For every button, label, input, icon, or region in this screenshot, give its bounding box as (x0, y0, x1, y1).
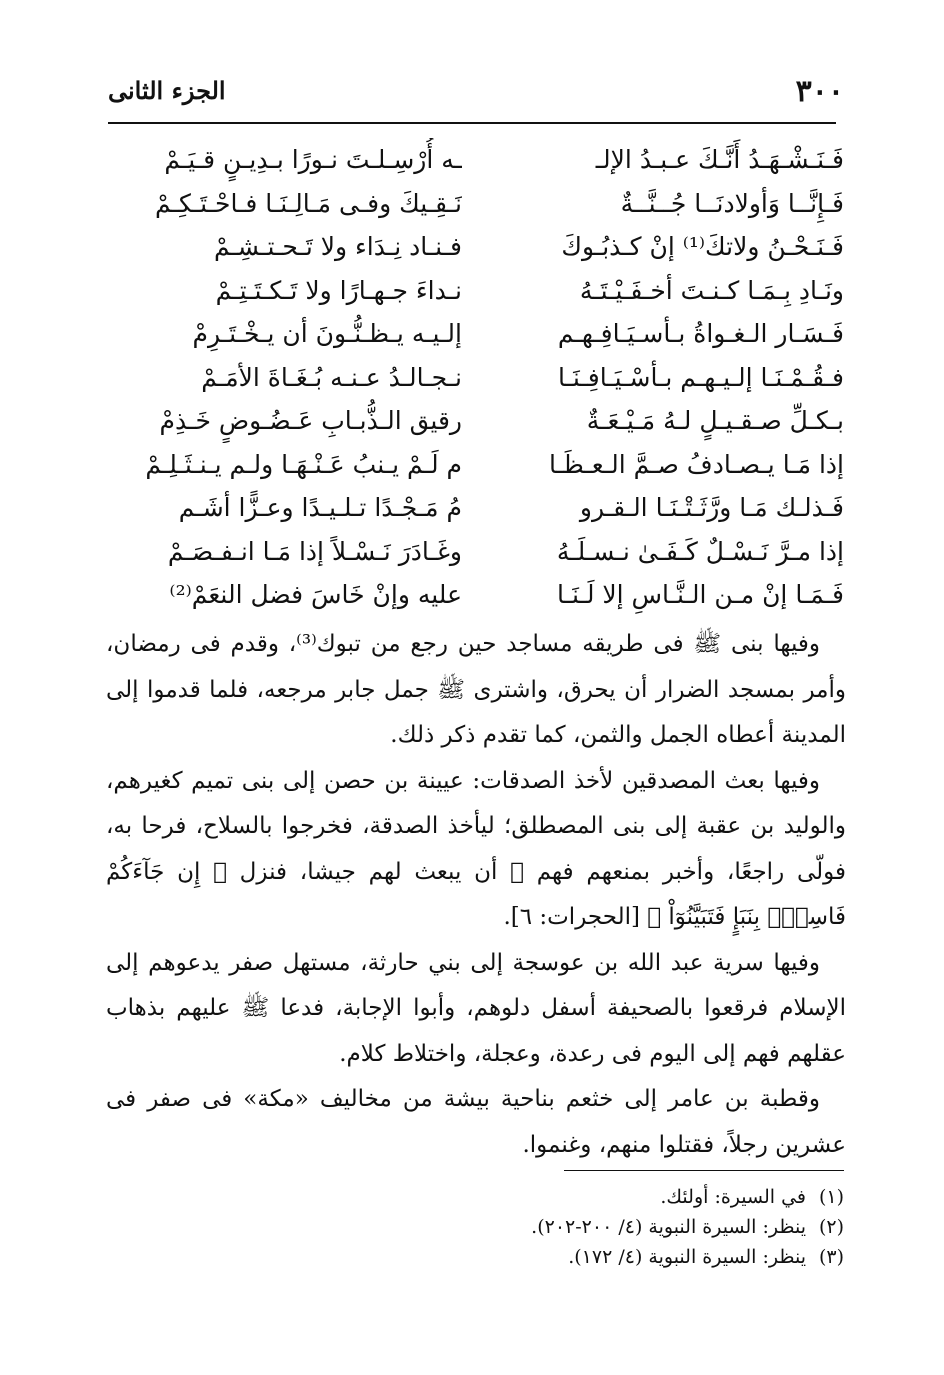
verse-first-hemistich: فَـمَـا إنْ مـن الـنَّـاسِ إلا لَـنَـا (557, 580, 844, 609)
poem-verse (108, 573, 844, 617)
verse-first-hemistich: إذا مَـا يـصـادفُ صـمَّ الـعـظَـا (548, 449, 844, 479)
poem-verse (108, 225, 844, 269)
poem-verse (108, 530, 844, 574)
paragraph: وفيها سرية عبد الله بن عوسجة إلى بني حارثة، مستهل صفر يدعوهم إلى الإسلام فرقعوا بالصحيفة أسفل دلوهم، وأبوا الإجابة، فدعا ﷺ عليهم بذهاب عقلهم فهم إلى اليوم فى رعدة، وعجلة، واختلاط كلام. (106, 949, 846, 1067)
poem-verse (108, 269, 844, 313)
footnote-number: (٣) (818, 1246, 844, 1268)
footnote-text: ينظر: السيرة النبوية (٤/ ٢٠٠-٢٠٢). (531, 1216, 806, 1238)
verse-second-hemistich: فـنـاد نِـدَاء ولا تَـحـتـشِـمْ (213, 232, 462, 261)
poem-verse (108, 182, 844, 226)
verse-first-hemistich: فَـنَـحْـنُ ولاتكَ⁽¹⁾ إنْ كـذبُـوكَ (561, 232, 844, 261)
paragraph: وفيها بعث المصدقين لأخذ الصدقات: عيينة بن حصن إلى بنى تميم كغيرهم، والوليد بن عقبة إلى بنى المصطلق؛ ليأخذ الصدقة، فخرجوا بالسلاح، فرحا به، فولّى راجعًا، وأخبر بمنعهم فهم ﷺ أن يبعث لهم جيشا، فنزل ﴿ إِن جَآءَكُمْ فَاسِقُۢ بِنَبَإٍ فَتَبَيَّنُوٓاْ ﴾ [الحجرات: ٦]. (106, 767, 846, 930)
page-header (108, 74, 844, 116)
verse-first-hemistich: فَـإِنَّــا وَأولادنَــا جُــنَّــةٌ (620, 188, 844, 218)
footnote (300, 1242, 844, 1272)
verse-first-hemistich: فَـسَـار الـغـواةُ بـأسـيَـافِـهـم (557, 319, 844, 348)
verse-second-hemistich: وغَـادَرَ نَـسْـلاً إذا مَـا انـفـصَـمْ (167, 536, 462, 566)
footnote-text: ينظر: السيرة النبوية (٤/ ١٧٢). (568, 1246, 806, 1268)
poem-verse (108, 356, 844, 400)
verse-first-hemistich: إذا مـرَّ نَـسْـلٌ كَـفَـىٰ نـسـلَـهُ (556, 536, 844, 566)
footnotes (300, 1182, 844, 1272)
paragraph: وقطبة بن عامر إلى خثعم بناحية بيشة من مخاليف «مكة» فى صفر فى عشرين رجلاً، فقتلوا منهم، وغنموا. (106, 1086, 846, 1158)
verse-second-hemistich: م لَـمْ يـنبُ عَـنْـهَـا ولـم يـنـثَـلِـمْ (145, 449, 462, 479)
page-number: ٣٠٠ (795, 74, 844, 109)
body-text (106, 622, 846, 1168)
verse-first-hemistich: بـكـلِّ صـقـيـلٍ لـهُ مَـيْـعَـةٌ (586, 406, 844, 435)
footnote (300, 1182, 844, 1212)
verse-second-hemistich: نـجـالـدُ عـنـه بُـغَـاةَ الأمَـمْ (201, 362, 462, 392)
poem-verse (108, 312, 844, 356)
poem (108, 138, 844, 617)
verse-first-hemistich: فَـنَـشْـهَـدُ أَنَّـكَ عـبـدُ الإلـ (595, 145, 844, 174)
verse-second-hemistich: نَـقِـيكَ وفـى مَـالِـنَـا فـاحْـتَـكِـمْ (155, 188, 462, 218)
verse-second-hemistich: إلـيـه يـظـنُّـونَ أن يـخْـتَـرِمْ (192, 319, 462, 348)
poem-verse (108, 399, 844, 443)
poem-verse (108, 486, 844, 530)
poem-verse (108, 443, 844, 487)
verse-second-hemistich: عليه وإنْ خَاسَ فضل النعَمْ⁽²⁾ (169, 580, 462, 609)
verse-first-hemistich: فـقُـمْـنَـا إلـيـهـم بـأسْـيَـافِـنَـا (557, 362, 844, 392)
verse-second-hemistich: مُ مَـجْـدًا تـلـيـدًا وعـزًّا أشَـم (178, 493, 462, 522)
footnote-number: (٢) (818, 1216, 844, 1238)
footnote-number: (١) (818, 1186, 844, 1208)
verse-first-hemistich: ونَـادِ بِـمَـا كـنـتَ أخـفَـيْـتَـهُ (579, 275, 844, 305)
header-rule (108, 122, 836, 124)
poem-verse (108, 138, 844, 182)
verse-first-hemistich: فَـذلـك مَـا ورَّثَـتْـنَـا الـقـرو (579, 493, 844, 522)
paragraph: وفيها بنى ﷺ فى طريقه مساجد حين رجع من تبوك⁽³⁾، وقدم فى رمضان، وأمر بمسجد الضرار أن يحرق، واشترى ﷺ جمل جابر مرجعه، فلما قدموا إلى المدينة أعطاه الجمل والثمن، كما تقدم ذكر ذلك. (106, 631, 846, 748)
verse-second-hemistich: نـداءَ جـهـارًا ولا تَـكـتَـتِـمْ (215, 275, 462, 305)
verse-second-hemistich: ـه أُرْسِـلـتَ نـورًا بـدِيـنٍ قـيَـمْ (164, 145, 462, 174)
footnote-text: في السيرة: أولئك. (660, 1186, 806, 1208)
running-head: الجزء الثانى (108, 76, 226, 105)
footnote (300, 1212, 844, 1242)
verse-second-hemistich: رقيق الـذُّبـابِ عَـضُـوضٍ خَـذِمْ (159, 406, 462, 435)
footnote-separator (564, 1170, 844, 1171)
